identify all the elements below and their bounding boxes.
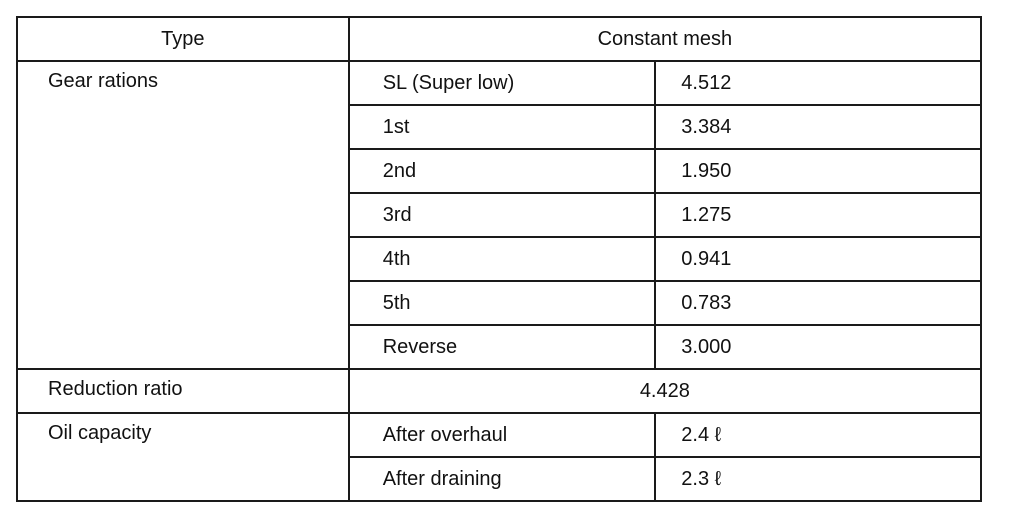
specifications-table: [16, 16, 982, 502]
oil-capacity-value: 2.4 ℓ: [655, 413, 981, 457]
type-header: Type: [17, 17, 349, 61]
gear-name: SL (Super low): [349, 61, 656, 105]
oil-capacity-label: Oil capacity: [48, 422, 152, 444]
gear-ratio-value: 1.950: [655, 149, 981, 193]
gear-ratio-value: 0.941: [655, 237, 981, 281]
table-row: [17, 61, 981, 105]
gear-ratio-value: 3.384: [655, 105, 981, 149]
oil-condition: After draining: [349, 457, 656, 501]
reduction-ratio-value: 4.428: [349, 369, 981, 413]
gear-ratio-value: 0.783: [655, 281, 981, 325]
gear-name: 3rd: [349, 193, 656, 237]
reduction-ratio-row: [17, 369, 981, 413]
table-row: [17, 413, 981, 457]
gear-ratios-label-cell: [17, 61, 349, 369]
gear-ratio-value: 3.000: [655, 325, 981, 369]
gear-name: 4th: [349, 237, 656, 281]
oil-capacity-label-cell: [17, 413, 349, 501]
gear-ratios-label: Gear rations: [48, 70, 159, 92]
type-value-header: Constant mesh: [349, 17, 981, 61]
header-row: [17, 17, 981, 61]
reduction-ratio-label: Reduction ratio: [48, 378, 183, 400]
oil-condition: After overhaul: [349, 413, 656, 457]
gear-name: Reverse: [349, 325, 656, 369]
reduction-ratio-label-cell: [17, 369, 349, 413]
gear-name: 5th: [349, 281, 656, 325]
oil-capacity-value: 2.3 ℓ: [655, 457, 981, 501]
gear-ratio-value: 1.275: [655, 193, 981, 237]
gear-name: 1st: [349, 105, 656, 149]
gear-name: 2nd: [349, 149, 656, 193]
gear-ratio-value: 4.512: [655, 61, 981, 105]
